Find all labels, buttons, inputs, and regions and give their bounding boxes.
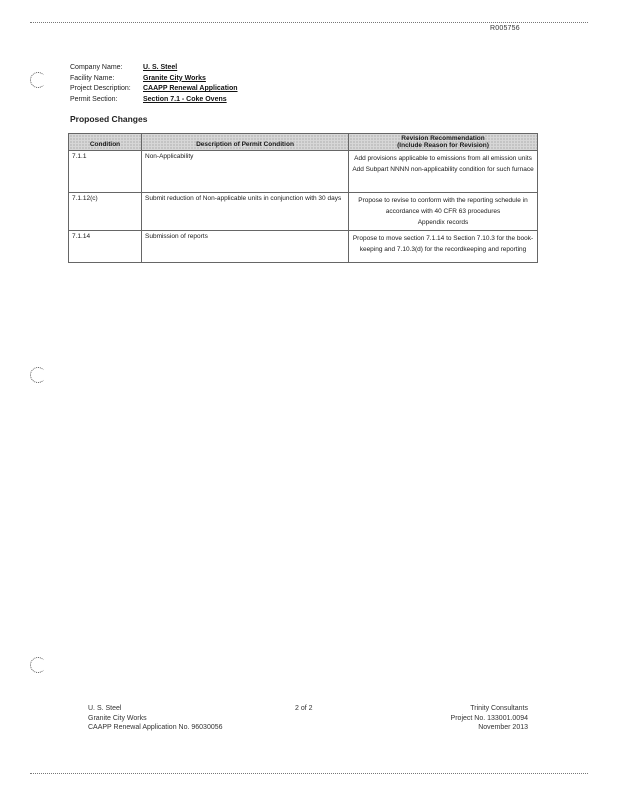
revision-line: Add provisions applicable to emissions from all emission units xyxy=(354,155,532,162)
header-label: Project Description: xyxy=(70,85,131,92)
revision-cell xyxy=(349,193,538,231)
column-header-condition: Condition xyxy=(69,134,142,151)
header-row-facility xyxy=(70,74,238,85)
footer-company: U. S. Steel xyxy=(88,705,122,712)
table-header-row xyxy=(69,134,538,151)
document-header xyxy=(70,63,238,105)
header-label: Facility Name: xyxy=(70,74,115,82)
column-header-revision: Revision Recommendation (Include Reason for Revision) xyxy=(349,134,538,151)
condition-cell: 7.1.14 xyxy=(69,231,142,263)
footer-left xyxy=(88,704,223,733)
description-cell: Non-Applicability xyxy=(142,151,349,193)
header-value: U. S. Steel xyxy=(143,64,178,71)
header-value: Section 7.1 - Coke Ovens xyxy=(143,95,227,103)
bates-number: R005756 xyxy=(490,25,520,32)
description-cell: Submit reduction of Non-applicable units in conjunction with 30 days xyxy=(142,193,349,231)
revision-line: Add Subpart NNNN non-applicability condition for such furnace xyxy=(352,166,534,173)
table-row xyxy=(69,151,538,193)
footer-application: CAAPP Renewal Application No. 96030056 xyxy=(88,724,223,731)
footer-right xyxy=(451,704,528,733)
footer-date: November 2013 xyxy=(478,724,528,731)
header-value: CAAPP Renewal Application xyxy=(143,85,238,92)
description-cell: Submission of reports xyxy=(142,231,349,263)
condition-cell: 7.1.1 xyxy=(69,151,142,193)
footer-project-number: Project No. 133001.0094 xyxy=(450,714,528,722)
revision-cell xyxy=(349,151,538,193)
footer-page-number: 2 of 2 xyxy=(295,705,313,712)
condition-cell: 7.1.12(c) xyxy=(69,193,142,231)
table-row xyxy=(69,231,538,263)
header-label: Company Name: xyxy=(70,64,123,71)
header-row-project xyxy=(70,84,238,95)
revision-line: Appendix records xyxy=(417,219,469,226)
table-row xyxy=(69,193,538,231)
punch-hole-icon xyxy=(30,72,46,88)
punch-hole-icon xyxy=(30,367,46,383)
revision-line: Propose to revise to conform with the reporting schedule in accordance with 40 CFR 63 procedures xyxy=(358,197,528,215)
punch-hole-icon xyxy=(30,657,46,673)
proposed-changes-table xyxy=(68,133,538,263)
footer-consultant: Trinity Consultants xyxy=(470,705,528,712)
footer-facility: Granite City Works xyxy=(88,714,147,722)
header-row-section xyxy=(70,95,238,106)
header-value: Granite City Works xyxy=(143,74,206,82)
revision-line: Propose to move section 7.1.14 to Section 7.10.3 for the book-keeping and 7.10.3(d) for the recordkeeping and reporting xyxy=(352,235,534,253)
bottom-scan-rule xyxy=(30,773,588,774)
section-title: Proposed Changes xyxy=(70,114,148,124)
header-label: Permit Section: xyxy=(70,95,118,103)
column-header-description: Description of Permit Condition xyxy=(142,134,349,151)
top-scan-rule xyxy=(30,22,588,23)
revision-cell xyxy=(349,231,538,263)
header-row-company xyxy=(70,63,238,74)
